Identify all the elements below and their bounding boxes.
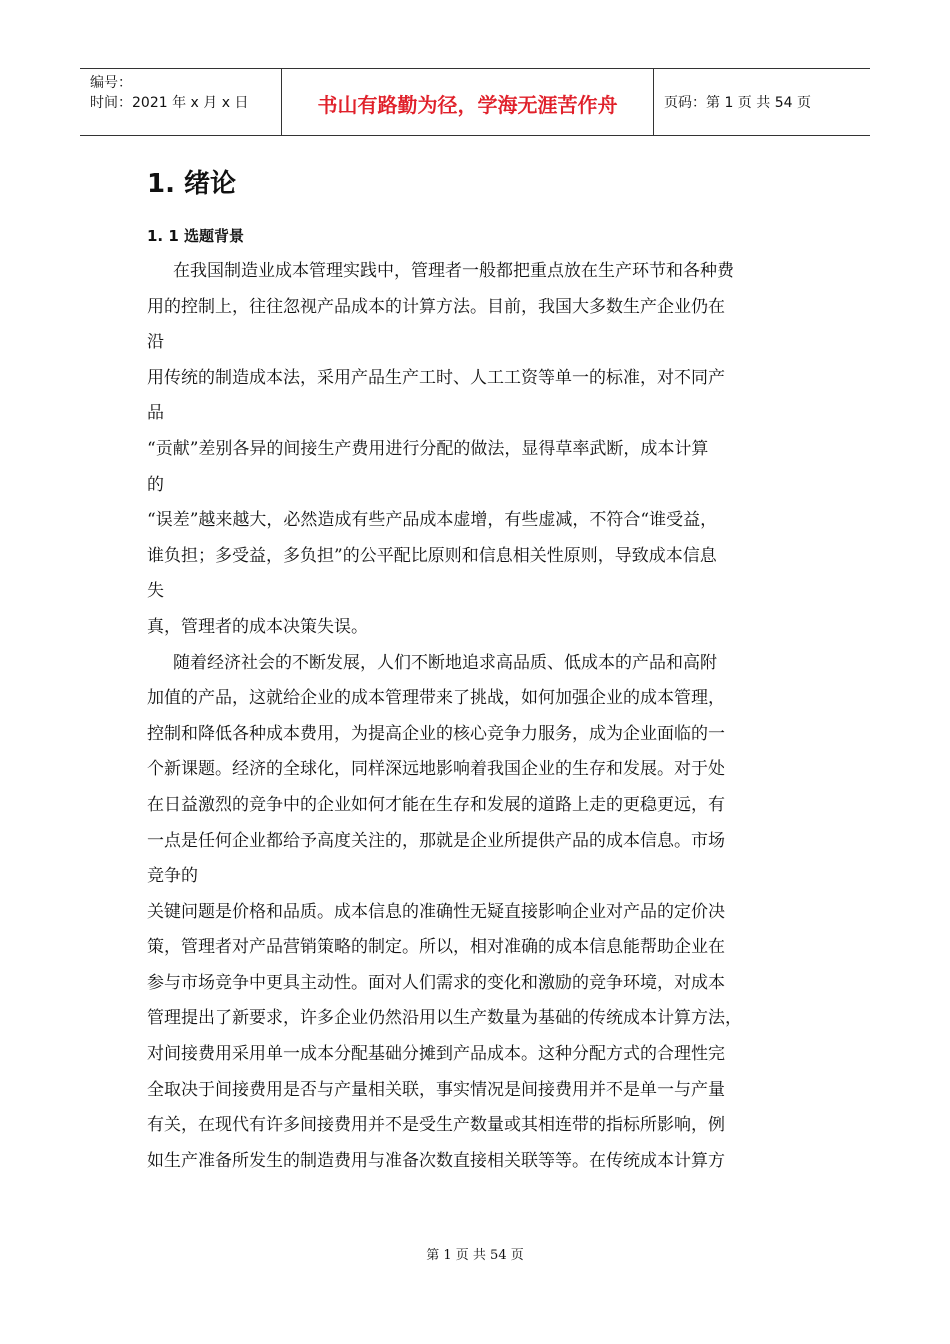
header-motto: 书山有路勤为径，学海无涯苦作舟: [282, 69, 654, 135]
header-meta-cell: [80, 69, 282, 135]
body-line: 关键问题是价格和品质。成本信息的准确性无疑直接影响企业对产品的定价决: [147, 901, 725, 922]
body-line: 用的控制上，往往忽视产品成本的计算方法。目前，我国大多数生产企业仍在: [147, 296, 725, 317]
body-line: “误差”越来越大，必然造成有些产品成本虚增，有些虚减，不符合“谁受益，: [147, 510, 718, 531]
body-line: 有关，在现代有许多间接费用并不是受生产数量或其相连带的指标所影响，例: [147, 1115, 725, 1136]
body-line: 谁负担；多受益，多负担”的公平配比原则和信息相关性原则，导致成本信息: [147, 545, 717, 566]
body-line: 一点是任何企业都给予高度关注的，那就是企业所提供产品的成本信息。市场: [147, 830, 725, 851]
body-line: 全取决于间接费用是否与产量相关联，事实情况是间接费用并不是单一与产量: [147, 1079, 725, 1100]
body-line: 策，管理者对产品营销策略的制定。所以，相对准确的成本信息能帮助企业在: [147, 937, 725, 958]
body-line: 个新课题。经济的全球化，同样深远地影响着我国企业的生存和发展。对于处: [147, 759, 725, 780]
body-line: 如生产准备所发生的制造费用与准备次数直接相关联等等。在传统成本计算方: [147, 1150, 725, 1171]
body-line: 的: [147, 474, 164, 495]
document-number-label: 编号：: [90, 75, 132, 91]
body-line: 在我国制造业成本管理实践中，管理者一般都把重点放在生产环节和各种费: [173, 261, 734, 281]
body-line: 加值的产品，这就给企业的成本管理带来了挑战，如何加强企业的成本管理，: [147, 688, 725, 709]
header-page-indicator: 页码：第 1 页 共 54 页: [664, 95, 811, 111]
body-line: 控制和降低各种成本费用，为提高企业的核心竞争力服务，成为企业面临的一: [147, 723, 725, 744]
body-line: 品: [147, 403, 164, 424]
chapter-title: 1. 绪论: [147, 169, 237, 199]
body-line: 竞争的: [147, 866, 198, 887]
body-line: 参与市场竞争中更具主动性。面对人们需求的变化和激励的竞争环境，对成本: [147, 972, 725, 993]
body-line: 真，管理者的成本决策失误。: [147, 616, 368, 637]
body-line: 管理提出了新要求，许多企业仍然沿用以生产数量为基础的传统成本计算方法，: [147, 1008, 742, 1029]
document-body: [147, 162, 807, 1179]
body-line: 对间接费用采用单一成本分配基础分摊到产品成本。这种分配方式的合理性完: [147, 1044, 725, 1065]
document-date-label: 时间：2021 年 x 月 x 日: [90, 95, 249, 111]
section-title: 1. 1 选题背景: [147, 227, 245, 245]
body-line: 随着经济社会的不断发展，人们不断地追求高品质、低成本的产品和高附: [173, 652, 717, 673]
body-line: 在日益激烈的竞争中的企业如何才能在生存和发展的道路上走的更稳更远，有: [147, 794, 725, 815]
body-line: “贡献”差别各异的间接生产费用进行分配的做法，显得草率武断，成本计算: [147, 438, 709, 459]
body-line: 用传统的制造成本法，采用产品生产工时、人工工资等单一的标准，对不同产: [147, 367, 725, 388]
page-header: [80, 68, 870, 136]
page-footer: 第 1 页 共 54 页: [426, 1248, 524, 1263]
body-line: 失: [147, 581, 164, 602]
body-line: 沿: [147, 332, 164, 353]
